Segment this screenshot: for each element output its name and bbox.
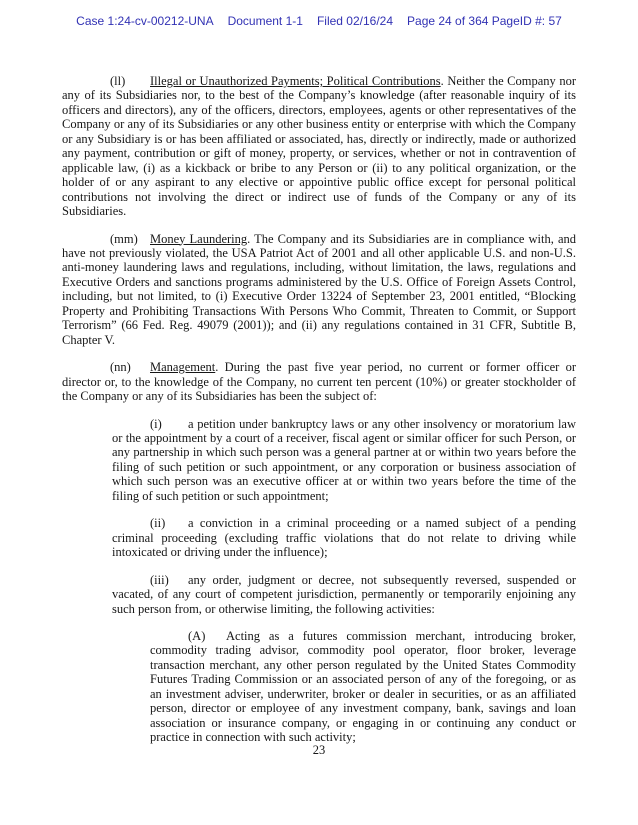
paragraph-mm [62, 232, 576, 348]
subitem-A-text: Acting as a futures commission merchant, introducing broker, commodity trading advisor, commodity pool operator, floor broker, leverage transaction merchant, any other person regulated by the United States Commodity Futures Trading Commission or an associated person of any of the foregoing, or as an investment adviser, underwriter, broker or dealer in securities, or as an affiliated person, director or employee of any investment company, bank, savings and loan association or insurance company, or engaging in or continuing any conduct or practice in connection with such activity; [150, 628, 576, 745]
document-number: Document 1-1 [227, 14, 303, 28]
paragraph-nn-label: (nn) [110, 360, 131, 375]
subitem-A [150, 629, 576, 745]
subitem-ii [112, 516, 576, 559]
subitem-ii-label: (ii) [150, 516, 166, 531]
subitem-iii-text: any order, judgment or decree, not subsequently reversed, suspended or vacated, of any court of competent jurisdiction, permanently or temporarily enjoining any such person from, or otherwise limiting, the following activities: [112, 572, 576, 616]
subitem-i [112, 417, 576, 504]
paragraph-ll-label: (ll) [110, 74, 126, 88]
paragraph-ll [62, 74, 576, 219]
page-id: Page 24 of 364 PageID #: 57 [407, 14, 562, 28]
subitem-i-label: (i) [150, 416, 162, 431]
subitem-ii-text: a conviction in a criminal proceeding or a named subject of a pending criminal proceeding (excluding traffic violations that do not relate to driving while intoxicated or driving under the influence); [112, 516, 576, 560]
subitem-i-text: a petition under bankruptcy laws or any other insolvency or moratorium law or the appointment by a court of a receiver, fiscal agent or similar officer for such Person, or any partnership in which such person was a general partner at or within two years before the filing of such petition or such appointment, or any corporation or business association of which such person was an executive officer at or within two years before the time of the filing of such petition or such appointment; [112, 416, 576, 503]
paragraph-mm-text: . The Company and its Subsidiaries are in compliance with, and have not previously violated, the USA Patriot Act of 2001 and all other applicable U.S. and non-U.S. anti-money laundering laws and regulations, including, without limitation, the laws, regulations and Executive Orders and sanctions programs administered by the U.S. Office of Foreign Assets Control, including, but not limited, to (i) Executive Order 13224 of September 23, 2001 entitled, “Blocking Property and Prohibiting Transactions With Persons Who Commit, Threaten to Commit, or Support Terrorism” (66 Fed. Reg. 49079 (2001)); and (ii) any regulations contained in 31 CFR, Subtitle B, Chapter V. [62, 231, 577, 347]
paragraph-nn-heading: Management [150, 360, 216, 375]
subitem-A-label: (A) [188, 628, 206, 643]
subitem-iii [112, 573, 576, 616]
paragraph-ll-text: . Neither the Company nor any of its Subsidiaries nor, to the best of the Company’s knowledge (after reasonable inquiry of its officers and directors), any of the officers, directors, employees, agents or other representatives of the Company or any of its Subsidiaries or any other business entity or enterprise with which the Company or any Subsidiary is or has been affiliated or associated, has, directly or indirectly, made or authorized any payment, contribution or gift of money, property, or services, whether or not in contravention of applicable law, (i) as a kickback or bribe to any Person or (ii) to any political organization, or the holder of or any aspirant to any elective or appointive public office except for personal political contributions not involving the direct or indirect use of funds of the Company or any of its Subsidiaries. [62, 74, 576, 219]
court-filing-stamp [0, 14, 638, 28]
subitem-iii-label: (iii) [150, 572, 169, 587]
case-number: Case 1:24-cv-00212-UNA [76, 14, 214, 28]
page-number: 23 [312, 743, 326, 757]
paragraph-nn-text: . During the past five year period, no current or former officer or director or, to the knowledge of the Company, no current ten percent (10%) or greater stockholder of the Company or any of its Subsidiaries has been the subject of: [62, 360, 576, 404]
filed-date: Filed 02/16/24 [316, 14, 394, 28]
document-body [62, 74, 576, 758]
paragraph-mm-heading: Money Laundering [150, 231, 248, 246]
paragraph-mm-label: (mm) [110, 231, 138, 246]
paragraph-ll-heading: Illegal or Unauthorized Payments; Political Contributions [150, 74, 441, 88]
paragraph-nn [62, 360, 576, 403]
